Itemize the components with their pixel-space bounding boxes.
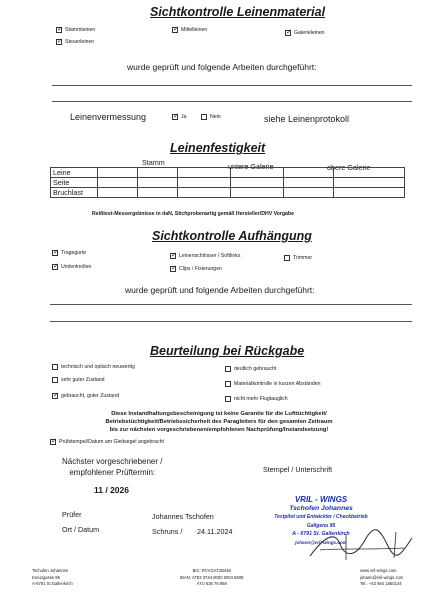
place-label: Ort / Datum [62,525,100,534]
strength-table [50,167,405,198]
checkbox-icon[interactable] [225,381,231,387]
section3-title: Sichtkontrolle Aufhängung [152,229,312,243]
date-value: 24.11.2024 [197,527,233,536]
section3-note: wurde geprüft und folgende Arbeiten durchgeführt: [125,285,315,295]
checkbox-icon[interactable] [170,253,176,259]
option-materialkontrolle[interactable]: Materialkontrolle in kurzen Abständen [225,381,321,387]
checkbox-icon[interactable] [52,250,58,256]
checkbox-icon[interactable] [50,439,56,445]
company-stamp: VRIL - WINGS Tschofen Johannes Testpilot und Entwickler / Checkbetrieb Gallgenu 95 A - 6791 St. Gallenkirch johann@vril-wings.com [274,495,368,545]
section1-note: wurde geprüft und folgende Arbeiten durchgeführt: [127,62,317,72]
footer-bank: BIC: RVVGAT2B448 IBAN: AT83 3744 8000 0004 8509 ATU 636 76 868 [180,568,244,586]
checkbox-icon[interactable] [172,27,178,33]
table-row [51,168,405,178]
measure-no[interactable]: Nein [201,114,221,120]
row-label: Leine [51,168,98,178]
section1-title: Sichtkontrolle Leinenmaterial [150,5,326,19]
table-row [51,178,405,188]
footer-contact: www.vril-wings.com johann@vril-wings.com Tel.: +43 664 1860144 [360,568,404,586]
row-label: Bruchlast [51,188,98,198]
option-umlenkrollen[interactable]: ✓ Umlenkrollen [52,264,91,270]
footer-address: Tschofen Johannes Kreuzgasse 95 A-6791 St.Gallenkirch [32,568,73,586]
row-label: Seite [51,178,98,188]
option-mittelleinen[interactable]: ✓ Mittelleinen [172,27,207,33]
section2-title: Leinenfestigkeit [170,141,266,155]
option-deutlich[interactable]: deutlich gebraucht [225,366,276,372]
option-sehr-gut[interactable]: sehr guter Zustand [52,377,105,383]
checkbox-icon[interactable] [52,364,58,370]
checkbox-icon[interactable] [56,39,62,45]
next-inspection-date: 11 / 2026 [94,485,129,495]
option-leinenschloesser[interactable]: ✓ Leinenschlösser / Softlinks [170,253,240,259]
option-nicht-flugtauglich[interactable]: nicht mehr Flugtauglich [225,396,288,402]
signature [300,526,420,566]
section4-title: Beurteilung bei Rückgabe [150,344,305,358]
col-obere: obere Galerie [327,163,371,172]
checkbox-icon[interactable] [52,393,58,399]
inspector-label: Prüfer [62,510,82,519]
checkbox-icon[interactable] [52,264,58,270]
checkbox-icon[interactable] [285,30,291,36]
option-steuerleinen[interactable]: ✓ Steuerleinen [56,39,94,45]
measure-suffix: siehe Leinenprotokoll [264,114,350,124]
place-value: Schruns / [152,527,183,536]
option-stammleinen[interactable]: ✓ Stammleinen [56,27,95,33]
option-galerieleinen[interactable]: ✓ Galerieleinen [285,30,325,36]
option-gebraucht-gut[interactable]: ✓ gebraucht, guter Zustand [52,393,119,399]
checkbox-icon[interactable] [284,255,290,261]
table-row [51,188,405,198]
option-pruefstempel[interactable]: ✓ Prüfstempel/Datum am Gleitsegel angebracht [50,439,164,445]
checkbox-icon[interactable] [225,366,231,372]
option-clips[interactable]: ✓ Clips / Fixierungen [170,266,222,272]
write-line [50,304,412,305]
stamp-label: Stempel / Unterschrift [263,465,333,474]
write-line [50,321,412,322]
measure-label: Leinenvermessung [70,112,147,122]
disclaimer: Diese Instandhaltungsbescheinigung ist keine Garantie für die Lufttüchtigkeit/ Betriebstüchtigkeit/Betriebssicherheit des Paragleiters für den gesamten Zeitraum bis zur nächsten vorgeschriebenen/empfohlenen Nachprüfung/Instandsetzung! [105,411,333,434]
checkbox-icon[interactable] [56,27,62,33]
checkbox-icon[interactable] [170,266,176,272]
strength-footnote: Reißtest-Messergebnisse in daN, Stichprobenartig gemäß Hersteller/DHV Vorgabe [92,211,294,217]
col-untere: untere Galerie [228,162,274,171]
option-tragegurte[interactable]: ✓ Tragegurte [52,250,86,256]
next-inspection-label: Nächster vorgeschriebener / empfohlener Prüftermin: [62,457,163,477]
option-trimmer[interactable]: Trimmer [284,255,312,261]
option-neuwertig[interactable]: technisch und optisch neuwertig [52,364,135,370]
write-line [52,101,412,102]
checkbox-icon[interactable] [225,396,231,402]
checkbox-icon[interactable] [172,114,178,120]
write-line [52,85,412,86]
measure-yes[interactable]: ✓ Ja [172,114,186,120]
col-stamm: Stamm [142,158,165,167]
checkbox-icon[interactable] [52,377,58,383]
inspector-name: Johannes Tschofen [152,512,214,521]
checkbox-icon[interactable] [201,114,207,120]
